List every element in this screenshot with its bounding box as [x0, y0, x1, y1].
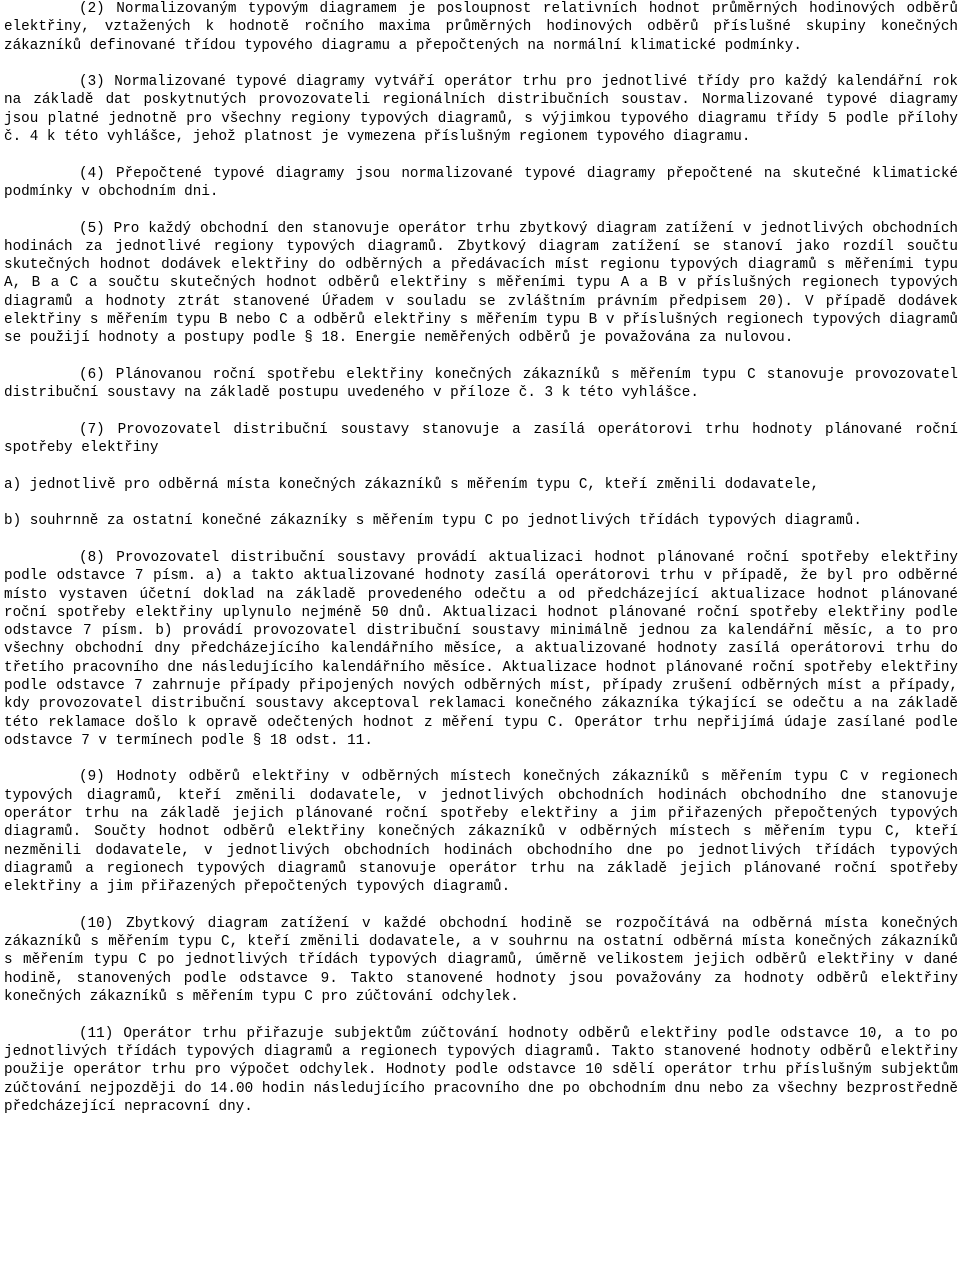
- document-page: [4, 0, 958, 1134]
- paragraph-4: (4) Přepočtené typové diagramy jsou normalizované typové diagramy přepočtené na skutečné klimatické podmínky v obchodním dni.: [4, 165, 958, 200]
- list-item-a: a) jednotlivě pro odběrná místa konečných zákazníků s měřením typu C, kteří změnili dodavatele,: [4, 476, 820, 493]
- paragraph-7: (7) Provozovatel distribuční soustavy stanovuje a zasílá operátorovi trhu hodnoty plánované roční spotřeby elektřiny: [4, 421, 958, 457]
- paragraph-8: (8) Provozovatel distribuční soustavy provádí aktualizaci hodnot plánované roční spotřeby elektřiny podle odstavce 7 písm. a) a takto aktualizované hodnoty zasílá operátorovi trhu v případě, že byl pro odběrné místo vystaven účetní doklad na základě provedeného odečtu a od předcházející aktualizace hodnot plánované roční spotřeby elektřiny uplynulo nejméně 50 dnů. Aktualizaci hodnot plánované roční spotřeby elektřiny podle odstavce 7 písm. b) provádí provozovatel distribuční soustavy minimálně jednou za kalendářní měsíc, a to pro všechny obchodní dny předcházejícího kalendářního měsíce, a aktualizované hodnoty zasílá operátorovi trhu do třetího pracovního dne následujícího kalendářního měsíce. Aktualizace hodnot plánované roční spotřeby elektřiny podle odstavce 7 zahrnuje případy připojených nových odběrných míst, případy zrušení odběrných míst a případy, kdy provozovatel distribuční soustavy akceptoval reklamaci konečného zákazníka týkající se odečtu a na základě této reklamace došlo k opravě odečtených hodnot z měření typu C. Operátor trhu nepřijímá údaje zasílané podle odstavce 7 v termínech podle § 18 odst. 11.: [4, 549, 958, 749]
- paragraph-3: (3) Normalizované typové diagramy vytváří operátor trhu pro jednotlivé třídy pro každý kalendářní rok na základě dat poskytnutých provozovateli regionálních distribučních soustav. Normalizované typové diagramy jsou platné jednotně pro všechny regiony typových diagramů, s výjimkou typového diagramu třídy 5 podle přílohy č. 4 k této vyhlášce, jehož platnost je vymezena příslušným regionem typového diagramu.: [4, 74, 958, 146]
- paragraph-6: (6) Plánovanou roční spotřebu elektřiny konečných zákazníků s měřením typu C stanovuje provozovatel distribuční soustavy na základě postupu uvedeného v příloze č. 3 k této vyhlášce.: [4, 366, 958, 402]
- paragraph-2: (2) Normalizovaným typovým diagramem je posloupnost relativních hodnot průměrných hodinových odběrů elektřiny, vztažených k hodnotě ročního maxima průměrných hodinových odběrů příslušné skupiny konečných zákazníků definované třídou typového diagramu a přepočtených na normální klimatické podmínky.: [4, 1, 958, 54]
- paragraph-10: (10) Zbytkový diagram zatížení v každé obchodní hodině se rozpočítává na odběrná místa konečných zákazníků s měřením typu C, kteří změnili dodavatele, a v souhrnu na ostatní odběrná místa konečných zákazníků s měřením typu C po jednotlivých třídách typových diagramů, úměrně velikostem jejich odběrů elektřiny v dané hodině, stanovených podle odstavce 9. Takto stanovené hodnoty jsou považovány za hodnoty odběrů elektřiny konečných zákazníků s měřením typu C pro zúčtování odchylek.: [4, 915, 958, 1006]
- paragraph-9: (9) Hodnoty odběrů elektřiny v odběrných místech konečných zákazníků s měřením typu C v regionech typových diagramů, kteří změnili dodavatele, v jednotlivých obchodních hodinách obchodního dne stanovuje operátor trhu na základě jejich plánované roční spotřeby elektřiny a jim přiřazených přepočtených typových diagramů. Součty hodnot odběrů elektřiny konečných zákazníků v odběrných místech s měřením typu C, kteří nezměnili dodavatele, v jednotlivých obchodních hodinách obchodního dne po jednotlivých třídách typových diagramů a regionech typových diagramů stanovuje operátor trhu na základě jejich plánované roční spotřeby elektřiny a jim přiřazených přepočtených typových diagramů.: [4, 769, 958, 896]
- paragraph-5: (5) Pro každý obchodní den stanovuje operátor trhu zbytkový diagram zatížení v jednotlivých obchodních hodinách za jednotlivé regiony typových diagramů. Zbytkový diagram zatížení se stanoví jako rozdíl součtu skutečných hodnot dodávek elektřiny do odběrných a předávacích míst regionu typových diagramů s měřeními typu A, B a C a součtu skutečných hodnot odběrů elektřiny s měřeními typu A a B v příslušných regionech typových diagramů a hodnoty ztrát stanovené Úřadem v souladu se zvláštním právním předpisem 20). V případě dodávek elektřiny s měřením typu B nebo C a odběrů elektřiny s měřením typu B v příslušných regionech typových diagramů se použijí hodnoty a postupy podle § 18. Energie neměřených odběrů je považována za nulovou.: [4, 220, 958, 347]
- list-item-b: b) souhrnně za ostatní konečné zákazníky s měřením typu C po jednotlivých třídách typových diagramů.: [4, 513, 862, 530]
- paragraph-11: (11) Operátor trhu přiřazuje subjektům zúčtování hodnoty odběrů elektřiny podle odstavce 10, a to po jednotlivých třídách typových diagramů a regionech typových diagramů. Takto stanovené hodnoty odběrů elektřiny použije operátor trhu pro výpočet odchylek. Hodnoty podle odstavce 10 sdělí operátor trhu příslušným subjektům zúčtování nejpozději do 14.00 hodin následujícího pracovního dne po obchodním dnu nebo za všechny bezprostředně předcházející nepracovní dny.: [4, 1025, 958, 1115]
